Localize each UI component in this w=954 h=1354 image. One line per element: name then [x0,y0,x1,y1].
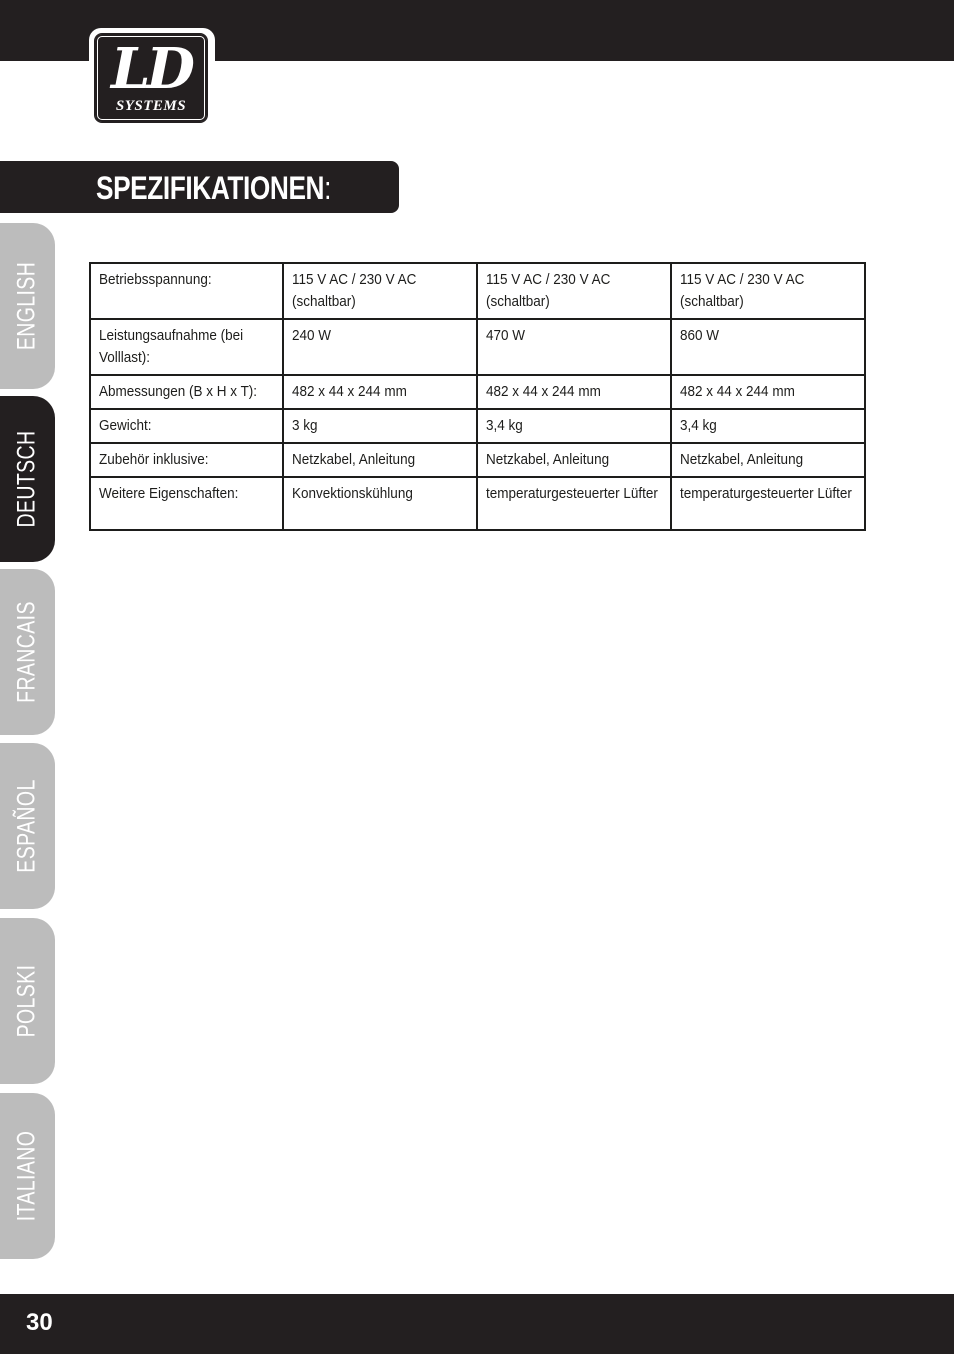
table-cell: temperaturgesteuerter Lüfter [477,477,671,530]
row-label: Zubehör inklusive: [90,443,283,477]
row-label: Weitere Eigenschaften: [90,477,283,530]
row-label: Gewicht: [90,409,283,443]
section-title-text: SPEZIFIKATIONEN [96,170,325,206]
tab-espanol[interactable] [0,743,55,909]
tab-label: POLSKI [12,964,41,1038]
footer-bar [0,1294,954,1354]
page-number: 30 [26,1309,53,1336]
table-cell: 115 V AC / 230 V AC (schaltbar) [671,263,865,319]
table-cell: 3 kg [283,409,477,443]
table-cell: 470 W [477,319,671,375]
tab-deutsch[interactable] [0,396,55,562]
table-cell: 3,4 kg [671,409,865,443]
table-cell: 482 x 44 x 244 mm [477,375,671,409]
row-label: Leistungsaufnahme (bei Volllast): [90,319,283,375]
tab-italiano[interactable] [0,1093,55,1259]
section-title [96,168,331,208]
table-cell: Netzkabel, Anleitung [477,443,671,477]
section-title-banner [0,161,399,213]
tab-label: ESPAÑOL [12,779,41,873]
specifications-table [89,262,866,531]
table-row [90,375,865,409]
table-cell: 3,4 kg [477,409,671,443]
table-row [90,319,865,375]
table-cell: 482 x 44 x 244 mm [671,375,865,409]
tab-label: FRANCAIS [12,601,41,703]
logo-subtext: SYSTEMS [115,98,187,114]
table-cell: Konvektionskühlung [283,477,477,530]
table-cell: 860 W [671,319,865,375]
table-row [90,409,865,443]
tab-francais[interactable] [0,569,55,735]
tab-polski[interactable] [0,918,55,1084]
tab-label: ENGLISH [12,261,41,351]
table-cell: 115 V AC / 230 V AC (schaltbar) [477,263,671,319]
logo-text: LD [111,36,191,102]
table-cell: 482 x 44 x 244 mm [283,375,477,409]
table-cell: Netzkabel, Anleitung [671,443,865,477]
table-cell: 240 W [283,319,477,375]
tab-label: DEUTSCH [12,430,41,528]
section-title-colon: : [324,170,331,206]
tab-label: ITALIANO [12,1130,41,1222]
table-row [90,477,865,530]
logo-badge [94,33,208,123]
table-cell: Netzkabel, Anleitung [283,443,477,477]
table-cell: 115 V AC / 230 V AC (schaltbar) [283,263,477,319]
table-row [90,263,865,319]
ld-systems-logo [89,28,215,128]
row-label: Abmessungen (B x H x T): [90,375,283,409]
row-label: Betriebsspannung: [90,263,283,319]
tab-english[interactable] [0,223,55,389]
table-row [90,443,865,477]
table-cell: temperaturgesteuerter Lüfter [671,477,865,530]
